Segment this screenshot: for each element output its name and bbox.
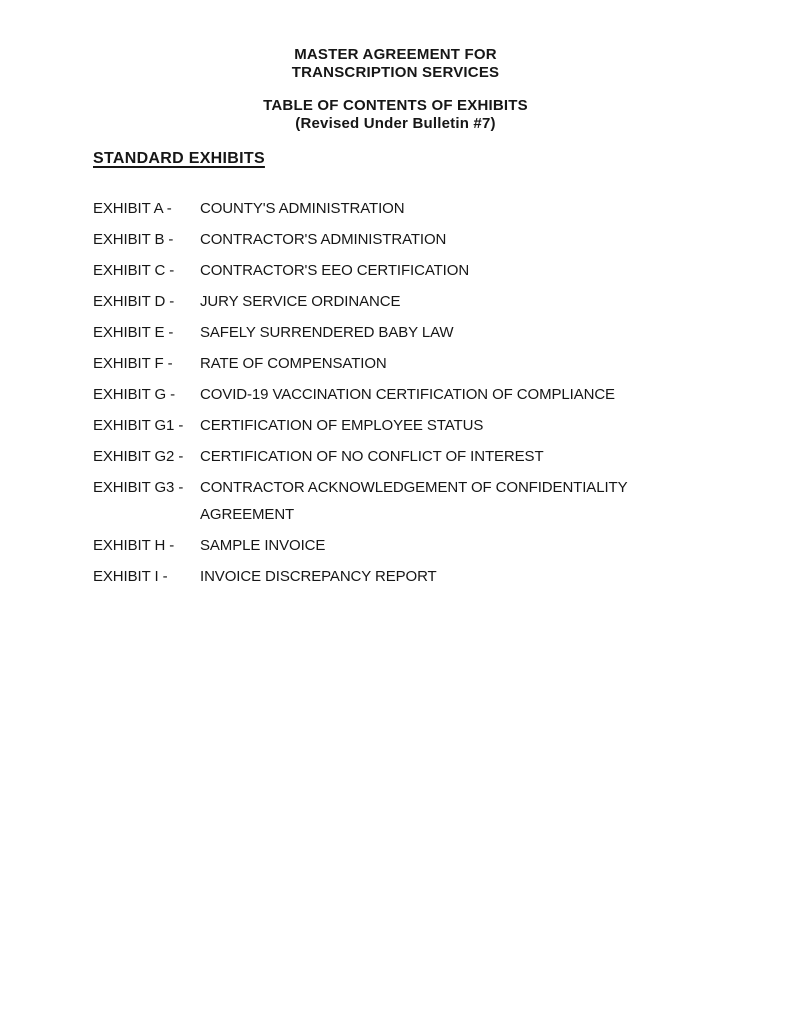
exhibit-title: RATE OF COMPENSATION: [200, 355, 387, 372]
document-subtitle-line1: TABLE OF CONTENTS OF EXHIBITS: [263, 97, 528, 114]
exhibit-row: [93, 474, 731, 528]
document-title-line2: TRANSCRIPTION SERVICES: [291, 64, 500, 81]
exhibit-row: [93, 319, 731, 346]
exhibit-title: SAFELY SURRENDERED BABY LAW: [200, 324, 454, 341]
document-subtitle-line2: (Revised Under Bulletin #7): [295, 115, 496, 132]
exhibit-title: CERTIFICATION OF NO CONFLICT OF INTEREST: [200, 448, 544, 465]
exhibit-row: [93, 381, 731, 408]
exhibit-label: EXHIBIT F -: [93, 355, 173, 372]
exhibit-title: INVOICE DISCREPANCY REPORT: [200, 568, 437, 585]
exhibit-list: [93, 195, 731, 590]
exhibit-row: [93, 443, 731, 470]
exhibit-title: SAMPLE INVOICE: [200, 537, 326, 554]
exhibit-label: EXHIBIT G3 -: [93, 479, 184, 496]
exhibit-title: COUNTY'S ADMINISTRATION: [200, 200, 405, 217]
exhibit-row: [93, 257, 731, 284]
document-body: [93, 133, 731, 590]
exhibit-label: EXHIBIT G -: [93, 386, 175, 403]
exhibit-row: [93, 350, 731, 377]
exhibit-title: CERTIFICATION OF EMPLOYEE STATUS: [200, 417, 484, 434]
document-subtitle: [0, 97, 791, 133]
exhibit-label: EXHIBIT D -: [93, 293, 175, 310]
document-header: [0, 0, 791, 133]
exhibit-title: CONTRACTOR ACKNOWLEDGEMENT OF CONFIDENTIALITY AGREEMENT: [200, 479, 628, 523]
exhibit-title: CONTRACTOR'S EEO CERTIFICATION: [200, 262, 470, 279]
exhibit-title: JURY SERVICE ORDINANCE: [200, 293, 401, 310]
document-title-line1: MASTER AGREEMENT FOR: [294, 46, 497, 63]
document-title: [0, 46, 791, 82]
exhibit-label: EXHIBIT B -: [93, 231, 174, 248]
exhibit-label: EXHIBIT G1 -: [93, 417, 184, 434]
exhibit-row: [93, 195, 731, 222]
exhibit-row: [93, 226, 731, 253]
exhibit-label: EXHIBIT G2 -: [93, 448, 184, 465]
exhibit-row: [93, 532, 731, 559]
exhibit-label: EXHIBIT A -: [93, 200, 172, 217]
exhibit-title: COVID-19 VACCINATION CERTIFICATION OF COMPLIANCE: [200, 386, 615, 403]
section-heading: STANDARD EXHIBITS: [93, 150, 265, 167]
exhibit-label: EXHIBIT E -: [93, 324, 174, 341]
exhibit-row: [93, 563, 731, 590]
exhibit-title: CONTRACTOR'S ADMINISTRATION: [200, 231, 447, 248]
exhibit-label: EXHIBIT C -: [93, 262, 175, 279]
exhibit-row: [93, 412, 731, 439]
exhibit-row: [93, 288, 731, 315]
exhibit-label: EXHIBIT I -: [93, 568, 168, 585]
exhibit-label: EXHIBIT H -: [93, 537, 175, 554]
